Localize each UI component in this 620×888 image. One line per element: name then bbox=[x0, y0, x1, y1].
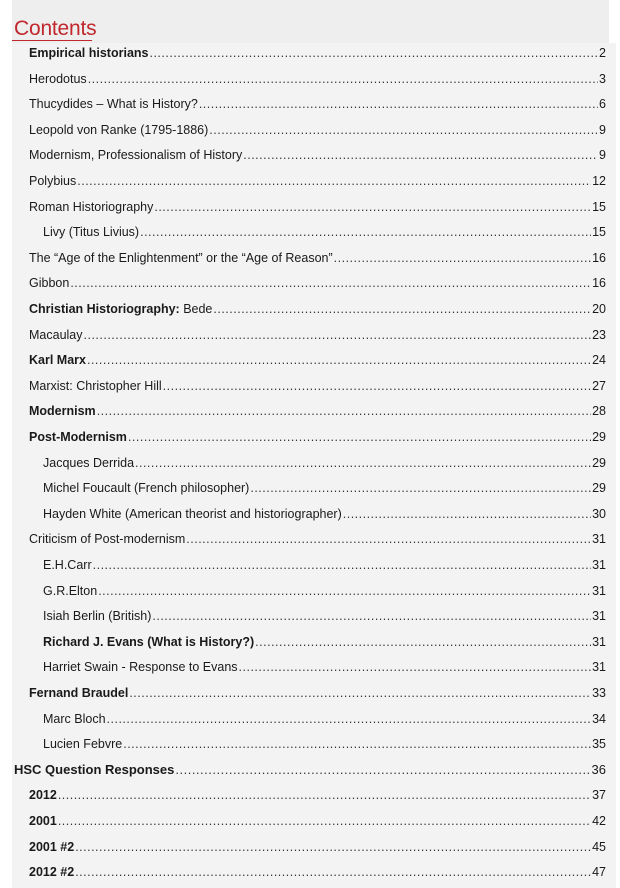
toc-page-number: 42 bbox=[592, 814, 606, 828]
dot-leader bbox=[107, 709, 592, 729]
toc-page-number: 35 bbox=[592, 737, 606, 752]
heading-background bbox=[12, 0, 609, 43]
dot-leader bbox=[87, 350, 591, 370]
toc-entry-label-part: 2001 bbox=[29, 814, 57, 828]
toc-entry-label bbox=[29, 350, 86, 370]
dot-leader bbox=[97, 401, 591, 421]
toc-entry[interactable] bbox=[29, 785, 606, 805]
toc-page-number: 36 bbox=[591, 761, 606, 777]
toc-entry-label-part: Marc Bloch bbox=[43, 711, 106, 726]
toc-entry-label bbox=[43, 222, 139, 242]
toc-page-number: 23 bbox=[592, 327, 606, 342]
toc-entry[interactable] bbox=[29, 427, 606, 447]
toc-entry-label bbox=[29, 811, 57, 831]
toc-entry-label-part: 2001 #2 bbox=[29, 839, 75, 854]
toc-page-number: 31 bbox=[592, 558, 606, 572]
toc-entry-label-part: Christian Historiography: bbox=[29, 302, 180, 316]
toc-entry-label-part: Karl Marx bbox=[29, 353, 86, 368]
dot-leader bbox=[88, 69, 598, 89]
toc-entry-label bbox=[43, 632, 254, 652]
toc-entry-label bbox=[14, 760, 174, 780]
toc-entry-label-part: The “Age of the Enlightenment” or the “Age of Reason” bbox=[29, 250, 333, 265]
toc-entry-label bbox=[43, 606, 151, 626]
toc-page-number: 37 bbox=[592, 788, 606, 803]
toc-entry[interactable] bbox=[43, 581, 606, 601]
toc-entry[interactable] bbox=[29, 862, 606, 882]
toc-entry-label-part: Jacques Derrida bbox=[43, 455, 135, 470]
dot-leader bbox=[129, 683, 591, 703]
toc-entry-label-part: Richard J. Evans (What is History?) bbox=[43, 634, 255, 649]
toc-entry-label-part: Hayden White (American theorist and historiographer) bbox=[43, 506, 342, 521]
toc-entry-label bbox=[43, 657, 238, 677]
toc-page-number: 29 bbox=[592, 430, 606, 444]
toc-entry[interactable] bbox=[29, 94, 606, 114]
toc-entry-label-part: E.H.Carr bbox=[43, 558, 92, 572]
dot-leader bbox=[149, 43, 598, 63]
toc-entry[interactable] bbox=[29, 69, 606, 89]
toc-page-number: 3 bbox=[599, 71, 606, 86]
dot-leader bbox=[154, 197, 591, 217]
toc-entry-label bbox=[29, 683, 128, 703]
toc-page-number: 12 bbox=[592, 174, 606, 188]
toc-page-number: 28 bbox=[592, 404, 606, 419]
toc-page-number: 31 bbox=[592, 660, 606, 675]
dot-leader bbox=[98, 581, 591, 601]
toc-page-number: 2 bbox=[599, 46, 606, 60]
toc-entry-label bbox=[29, 529, 185, 549]
toc-entry[interactable] bbox=[43, 478, 606, 498]
title-underline bbox=[12, 40, 92, 41]
toc-page-number: 16 bbox=[592, 276, 606, 291]
toc-entry[interactable] bbox=[29, 248, 606, 268]
toc-entry[interactable] bbox=[43, 709, 606, 729]
dot-leader bbox=[334, 248, 591, 268]
dot-leader bbox=[213, 299, 591, 319]
toc-entry-label bbox=[29, 862, 74, 882]
dot-leader bbox=[175, 760, 590, 780]
toc-entry-label bbox=[29, 171, 76, 191]
dot-leader bbox=[186, 529, 591, 549]
toc-entry[interactable] bbox=[29, 376, 606, 396]
toc-page-number: 29 bbox=[592, 481, 606, 496]
toc-entry[interactable] bbox=[29, 299, 606, 319]
toc-entry-label bbox=[29, 248, 333, 268]
toc-entry-label bbox=[43, 504, 342, 524]
toc-entry-label bbox=[29, 94, 198, 114]
dot-leader bbox=[128, 427, 591, 447]
dot-leader bbox=[93, 555, 591, 575]
toc-entry[interactable] bbox=[29, 683, 606, 703]
toc-entry[interactable] bbox=[29, 529, 606, 549]
dot-leader bbox=[140, 222, 591, 242]
toc-entry-label-part: Harriet Swain - Response to Evans bbox=[43, 660, 238, 675]
toc-entry[interactable] bbox=[43, 555, 606, 575]
toc-entry-label bbox=[29, 197, 153, 217]
toc-entry-label bbox=[29, 273, 69, 293]
toc-entry-label bbox=[29, 401, 96, 421]
toc-entry-label bbox=[29, 376, 162, 396]
toc-entry[interactable] bbox=[43, 453, 606, 473]
dot-leader bbox=[239, 657, 592, 677]
toc-title: Contents bbox=[14, 17, 97, 40]
toc-entry-label-part: Livy (Titus Livius) bbox=[43, 225, 140, 240]
toc-entry[interactable] bbox=[43, 632, 606, 652]
dot-leader bbox=[123, 734, 591, 754]
toc-entry-label-part: Criticism of Post-modernism bbox=[29, 532, 186, 547]
toc-entry-label-part: Empirical historians bbox=[29, 46, 149, 60]
toc-entry-label bbox=[29, 145, 242, 165]
dot-leader bbox=[84, 325, 592, 345]
toc-page-number: 31 bbox=[592, 609, 606, 624]
toc-page-number: 33 bbox=[592, 686, 606, 700]
toc-entry[interactable] bbox=[29, 43, 606, 63]
dot-leader bbox=[255, 632, 591, 652]
toc-entry[interactable] bbox=[43, 606, 606, 626]
toc-entry-label-part: 2012 bbox=[29, 788, 57, 803]
toc-entry-label-part: Lucien Febvre bbox=[43, 737, 123, 752]
toc-entry-label-part: Modernism bbox=[29, 404, 96, 419]
dot-leader bbox=[70, 273, 591, 293]
toc-entry[interactable] bbox=[29, 197, 606, 217]
toc-page-number: 31 bbox=[592, 532, 606, 547]
toc-entry[interactable] bbox=[29, 401, 606, 421]
toc-entry-label bbox=[43, 555, 92, 575]
toc-entry-label-part: Thucydides – What is History? bbox=[29, 97, 198, 112]
toc-entry[interactable] bbox=[14, 760, 606, 780]
toc-entry[interactable] bbox=[29, 145, 606, 165]
toc-entry-label-part: Isiah Berlin (British) bbox=[43, 609, 152, 624]
toc-entry-label bbox=[43, 734, 122, 754]
toc-page-number: 34 bbox=[592, 711, 606, 726]
toc-entry[interactable] bbox=[29, 120, 606, 140]
toc-page-number: 27 bbox=[592, 378, 606, 393]
toc-entry-label bbox=[29, 837, 74, 857]
dot-leader bbox=[163, 376, 591, 396]
toc-entry-label-part: Polybius bbox=[29, 174, 77, 188]
dot-leader bbox=[243, 145, 598, 165]
toc-page-number: 31 bbox=[592, 634, 606, 649]
toc-entry-label-part: Fernand Braudel bbox=[29, 686, 129, 700]
toc-entry-label bbox=[29, 120, 208, 140]
toc-page-number: 15 bbox=[592, 199, 606, 214]
dot-leader bbox=[58, 811, 591, 831]
toc-entry-label bbox=[29, 325, 83, 345]
dot-leader bbox=[135, 453, 591, 473]
toc-entry-label bbox=[43, 478, 249, 498]
toc-entry-label bbox=[29, 299, 212, 319]
toc-page-number: 31 bbox=[592, 583, 606, 598]
toc-entry-label-part: Marxist: Christopher Hill bbox=[29, 378, 162, 393]
toc-entry-label-part: Bede bbox=[179, 302, 213, 316]
toc-page-number: 16 bbox=[592, 250, 606, 265]
toc-page-number: 30 bbox=[592, 506, 606, 521]
toc-entry[interactable] bbox=[43, 222, 606, 242]
toc-entry-label-part: Post-Modernism bbox=[29, 430, 127, 444]
toc-entry[interactable] bbox=[29, 811, 606, 831]
toc-page-number: 45 bbox=[592, 839, 606, 854]
toc-entry-label bbox=[29, 69, 87, 89]
toc-entry-label-part: Herodotus bbox=[29, 71, 87, 86]
toc-entry-label-part: Gibbon bbox=[29, 276, 70, 291]
toc-page-number: 24 bbox=[592, 353, 606, 368]
toc-entry-label-part: 2012 #2 bbox=[29, 865, 75, 880]
toc-entry-label bbox=[43, 709, 106, 729]
toc-entry[interactable] bbox=[29, 350, 606, 370]
toc-page-number: 29 bbox=[592, 455, 606, 470]
toc-entry-label bbox=[43, 581, 97, 601]
toc-page-number: 15 bbox=[592, 225, 606, 240]
toc-entry-label-part: HSC Question Responses bbox=[14, 761, 175, 777]
toc-entry-label bbox=[29, 427, 127, 447]
toc-entry-label-part: Roman Historiography bbox=[29, 199, 154, 214]
toc-page-number: 20 bbox=[592, 302, 606, 316]
toc-entry[interactable] bbox=[29, 171, 606, 191]
toc-entry[interactable] bbox=[29, 273, 606, 293]
toc-entry[interactable] bbox=[29, 325, 606, 345]
dot-leader bbox=[77, 171, 591, 191]
dot-leader bbox=[152, 606, 591, 626]
toc-entry-label-part: Michel Foucault (French philosopher) bbox=[43, 481, 250, 496]
toc-entry[interactable] bbox=[29, 837, 606, 857]
dot-leader bbox=[250, 478, 591, 498]
dot-leader bbox=[75, 837, 591, 857]
toc-page-number: 9 bbox=[599, 148, 606, 163]
dot-leader bbox=[199, 94, 598, 114]
dot-leader bbox=[58, 785, 591, 805]
dot-leader bbox=[209, 120, 598, 140]
toc-entry-label-part: Leopold von Ranke (1795-1886) bbox=[29, 122, 209, 137]
toc-entry-label bbox=[29, 43, 148, 63]
toc-entry-label-part: Macaulay bbox=[29, 327, 83, 342]
toc-entry[interactable] bbox=[43, 734, 606, 754]
toc-entry[interactable] bbox=[43, 657, 606, 677]
dot-leader bbox=[343, 504, 591, 524]
toc-page-number: 6 bbox=[599, 97, 606, 112]
toc-page-number: 9 bbox=[599, 122, 606, 137]
toc-entry[interactable] bbox=[43, 504, 606, 524]
toc-entry-label-part: Modernism, Professionalism of History bbox=[29, 148, 243, 163]
toc-entry-label bbox=[29, 785, 57, 805]
toc-entry-label-part: G.R.Elton bbox=[43, 583, 98, 598]
toc-page-number: 47 bbox=[592, 865, 606, 880]
dot-leader bbox=[75, 862, 591, 882]
toc-entry-label bbox=[43, 453, 134, 473]
